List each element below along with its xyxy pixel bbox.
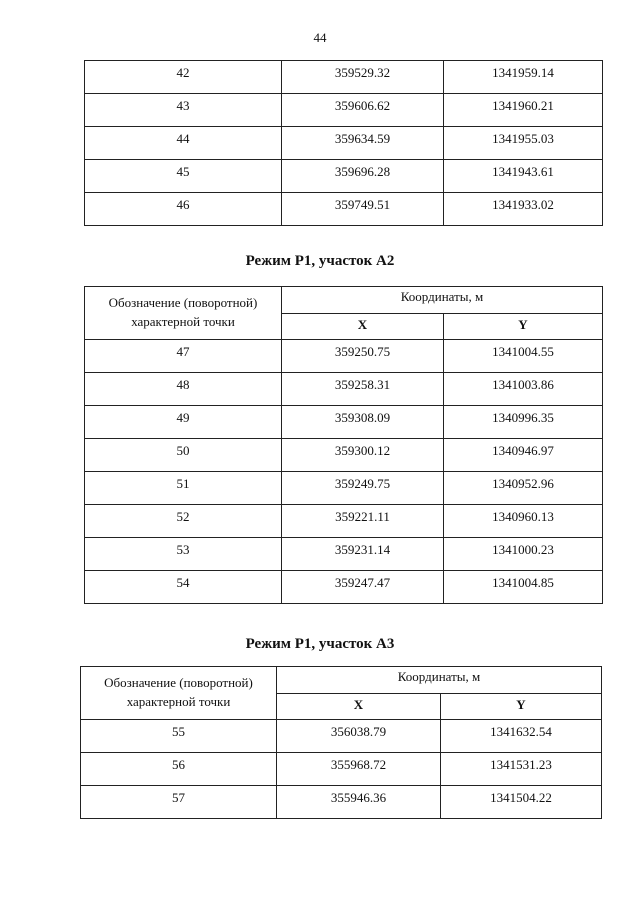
point-number: 45 bbox=[85, 160, 282, 193]
table3-header bbox=[81, 667, 602, 720]
coordinates-table-a1-continued bbox=[84, 60, 603, 226]
y-coordinate: 1341504.22 bbox=[441, 786, 602, 819]
y-coordinate: 1341632.54 bbox=[441, 720, 602, 753]
x-coordinate: 359300.12 bbox=[282, 439, 444, 472]
x-coordinate: 359250.75 bbox=[282, 340, 444, 373]
y-coordinate: 1341933.02 bbox=[444, 193, 603, 226]
x-coordinate: 356038.79 bbox=[277, 720, 441, 753]
table-row bbox=[85, 193, 603, 226]
table-row bbox=[85, 505, 603, 538]
x-coordinate: 359749.51 bbox=[282, 193, 444, 226]
point-number: 52 bbox=[85, 505, 282, 538]
x-coordinate: 359529.32 bbox=[282, 61, 444, 94]
coordinates-header: Координаты, м bbox=[277, 667, 602, 694]
coordinates-table-a3 bbox=[80, 666, 602, 819]
x-coordinate: 355968.72 bbox=[277, 753, 441, 786]
y-coordinate: 1340960.13 bbox=[444, 505, 603, 538]
point-number: 46 bbox=[85, 193, 282, 226]
table-row bbox=[85, 406, 603, 439]
x-column-header: X bbox=[277, 694, 441, 720]
table-row bbox=[85, 160, 603, 193]
y-column-header: Y bbox=[441, 694, 602, 720]
table-row bbox=[85, 439, 603, 472]
table-row bbox=[85, 373, 603, 406]
y-coordinate: 1340996.35 bbox=[444, 406, 603, 439]
point-number: 53 bbox=[85, 538, 282, 571]
table-row bbox=[85, 61, 603, 94]
coordinates-header: Координаты, м bbox=[282, 287, 603, 314]
table-row bbox=[81, 786, 602, 819]
y-coordinate: 1341003.86 bbox=[444, 373, 603, 406]
y-coordinate: 1341960.21 bbox=[444, 94, 603, 127]
y-coordinate: 1340952.96 bbox=[444, 472, 603, 505]
point-number: 42 bbox=[85, 61, 282, 94]
section-title-a2: Режим P1, участок А2 bbox=[245, 253, 395, 269]
x-column-header: X bbox=[282, 314, 444, 340]
y-coordinate: 1341004.55 bbox=[444, 340, 603, 373]
x-coordinate: 359634.59 bbox=[282, 127, 444, 160]
point-number: 44 bbox=[85, 127, 282, 160]
table3-body bbox=[81, 720, 602, 819]
table-row bbox=[85, 340, 603, 373]
y-coordinate: 1341000.23 bbox=[444, 538, 603, 571]
table1-body bbox=[85, 61, 603, 226]
y-coordinate: 1341943.61 bbox=[444, 160, 603, 193]
y-coordinate: 1340946.97 bbox=[444, 439, 603, 472]
y-coordinate: 1341955.03 bbox=[444, 127, 603, 160]
table-row bbox=[81, 720, 602, 753]
table2-header bbox=[85, 287, 603, 340]
point-number: 47 bbox=[85, 340, 282, 373]
x-coordinate: 359308.09 bbox=[282, 406, 444, 439]
x-coordinate: 359249.75 bbox=[282, 472, 444, 505]
table-row bbox=[81, 753, 602, 786]
x-coordinate: 359258.31 bbox=[282, 373, 444, 406]
point-label-header: Обозначение (поворотной) характерной точки bbox=[81, 667, 277, 720]
point-number: 55 bbox=[81, 720, 277, 753]
coordinates-table-a2 bbox=[84, 286, 603, 604]
point-number: 50 bbox=[85, 439, 282, 472]
x-coordinate: 359606.62 bbox=[282, 94, 444, 127]
x-coordinate: 359231.14 bbox=[282, 538, 444, 571]
table-row bbox=[85, 538, 603, 571]
point-number: 57 bbox=[81, 786, 277, 819]
table-row bbox=[85, 571, 603, 604]
x-coordinate: 359221.11 bbox=[282, 505, 444, 538]
table-row bbox=[85, 472, 603, 505]
y-coordinate: 1341531.23 bbox=[441, 753, 602, 786]
y-coordinate: 1341959.14 bbox=[444, 61, 603, 94]
x-coordinate: 359696.28 bbox=[282, 160, 444, 193]
section-title-a3: Режим P1, участок А3 bbox=[245, 636, 395, 652]
point-number: 54 bbox=[85, 571, 282, 604]
point-number: 43 bbox=[85, 94, 282, 127]
point-number: 51 bbox=[85, 472, 282, 505]
page-number: 44 bbox=[313, 30, 327, 45]
point-number: 49 bbox=[85, 406, 282, 439]
point-label-header: Обозначение (поворотной) характерной точки bbox=[85, 287, 282, 340]
point-number: 48 bbox=[85, 373, 282, 406]
table-row bbox=[85, 94, 603, 127]
y-column-header: Y bbox=[444, 314, 603, 340]
x-coordinate: 355946.36 bbox=[277, 786, 441, 819]
table-row bbox=[85, 127, 603, 160]
point-number: 56 bbox=[81, 753, 277, 786]
y-coordinate: 1341004.85 bbox=[444, 571, 603, 604]
x-coordinate: 359247.47 bbox=[282, 571, 444, 604]
table2-body bbox=[85, 340, 603, 604]
